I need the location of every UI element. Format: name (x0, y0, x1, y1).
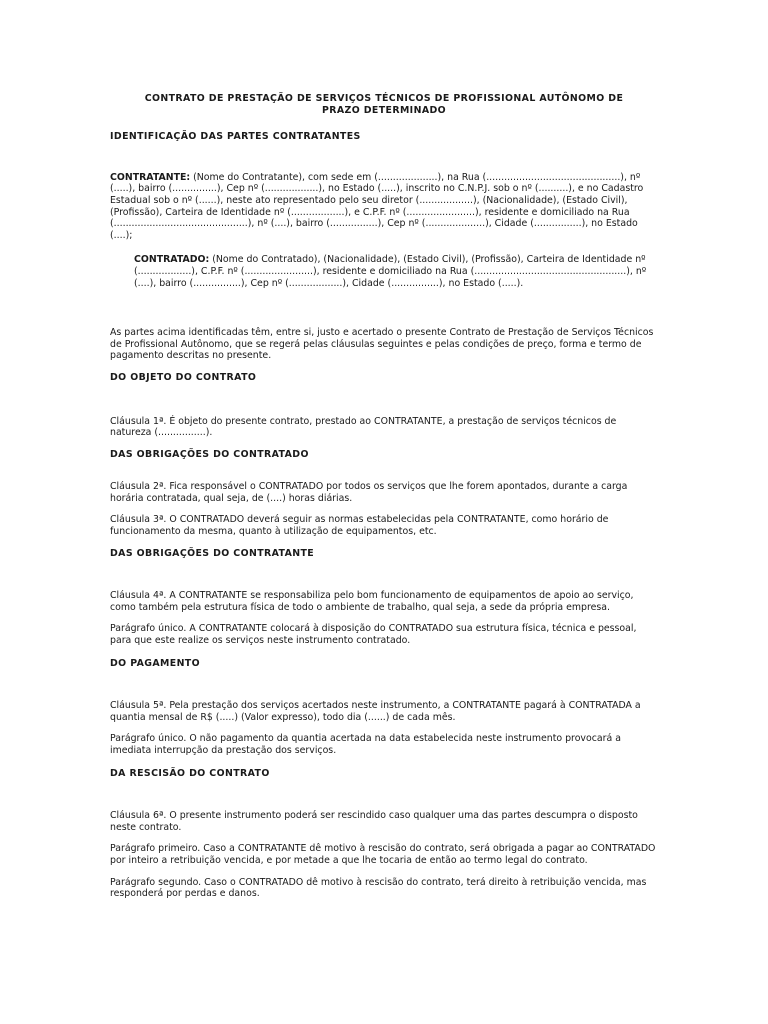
section-heading-obrigacoes-contratado: DAS OBRIGAÇÕES DO CONTRATADO (110, 448, 309, 460)
section-heading-obrigacoes-contratante: DAS OBRIGAÇÕES DO CONTRATANTE (110, 547, 315, 559)
clause-5-paragraph-unico: Parágrafo único. O não pagamento da quantia acertada na data estabelecida neste instrumento provocará a imediata interrupção da prestação dos serviços. (110, 733, 621, 756)
contratante-paragraph (110, 172, 658, 242)
clause-6: Cláusula 6ª. O presente instrumento poderá ser rescindido caso qualquer uma das partes descumpra o disposto neste contrato. (110, 810, 638, 833)
clause-1: Cláusula 1ª. É objeto do presente contrato, prestado ao CONTRATANTE, a prestação de serviços técnicos de natureza (................). (110, 415, 617, 439)
intro-paragraph: As partes acima identificadas têm, entre si, justo e acertado o presente Contrato de Prestação de Serviços Técnicos de Profissional Autônomo, que se regerá pelas cláusulas seguintes e pelas condições de preço, forma e termo de pagamento descritas no presente. (110, 327, 654, 362)
clause-3: Cláusula 3ª. O CONTRATADO deverá seguir as normas estabelecidas pela CONTRATANTE, como horário de funcionamento da mesma, quanto à utilização de equipamentos, etc. (110, 514, 609, 538)
clause-4-paragraph-unico: Parágrafo único. A CONTRATANTE colocará à disposição do CONTRATADO sua estrutura física, técnica e pessoal, para que este realize os serviços neste instrumento contratado. (110, 623, 637, 647)
identification-heading: IDENTIFICAÇÃO DAS PARTES CONTRATANTES (110, 131, 361, 143)
document-title: CONTRATO DE PRESTAÇÃO DE SERVIÇOS TÉCNICOS DE PROFISSIONAL AUTÔNOMO DE PRAZO DETERMINADO (144, 93, 624, 116)
contratante-text: (Nome do Contratante), com sede em (....................), na Rua (.............................................), nº (.....), bairro (...............), Cep nº (..................), no Estado (.....), inscrito no C.N.P.J. sob o nº (..........), e no Cadastro Estadual sob o nº (......), neste ato representado pelo seu diretor (..................), (Nacionalidade), (Estado Civil), (Profissão), Carteira de Identidade nº (..................), e C.P.F. nº (.......................), residente e domiciliado na Rua (.............................................), nº (....), bairro (................), Cep nº (....................), Cidade (................), no Estado (....); (110, 171, 644, 241)
contratado-paragraph (110, 254, 658, 289)
section-heading-rescisao: DA RESCISÃO DO CONTRATO (110, 767, 270, 779)
clause-5: Cláusula 5ª. Pela prestação dos serviços acertados neste instrumento, a CONTRATANTE pagará à CONTRATADA a quantia mensal de R$ (.....) (Valor expresso), todo dia (......) de cada mês. (110, 700, 641, 723)
section-heading-pagamento: DO PAGAMENTO (110, 657, 200, 669)
clause-2: Cláusula 2ª. Fica responsável o CONTRATADO por todos os serviços que lhe forem apontados, durante a carga horária contratada, qual seja, de (....) horas diárias. (110, 481, 628, 504)
contratado-text: (Nome do Contratado), (Nacionalidade), (Estado Civil), (Profissão), Carteira de Identidade nº (..................), C.P.F. nº (.......................), residente e domiciliado na Rua (...................................................), nº (....), bairro (................), Cep nº (..................), Cidade (................), no Estado (.....). (134, 254, 647, 289)
section-heading-objeto: DO OBJETO DO CONTRATO (110, 371, 257, 383)
clause-6-paragraph-segundo: Parágrafo segundo. Caso o CONTRATADO dê motivo à rescisão do contrato, terá direito à retribuição vencida, mas responderá por perdas e danos. (110, 876, 647, 900)
contratante-label: CONTRATANTE: (110, 171, 191, 183)
clause-4: Cláusula 4ª. A CONTRATANTE se responsabiliza pelo bom funcionamento de equipamentos de apoio ao serviço, como também pela estrutura física de todo o ambiente de trabalho, qual seja, a sede da própria empresa. (110, 590, 634, 613)
contratado-label: CONTRATADO: (134, 254, 210, 266)
clause-6-paragraph-primeiro: Parágrafo primeiro. Caso a CONTRATANTE dê motivo à rescisão do contrato, será obrigada a pagar ao CONTRATADO por inteiro a retribuição vencida, e por metade a que lhe tocaria de então ao termo legal do contrato. (110, 843, 656, 866)
